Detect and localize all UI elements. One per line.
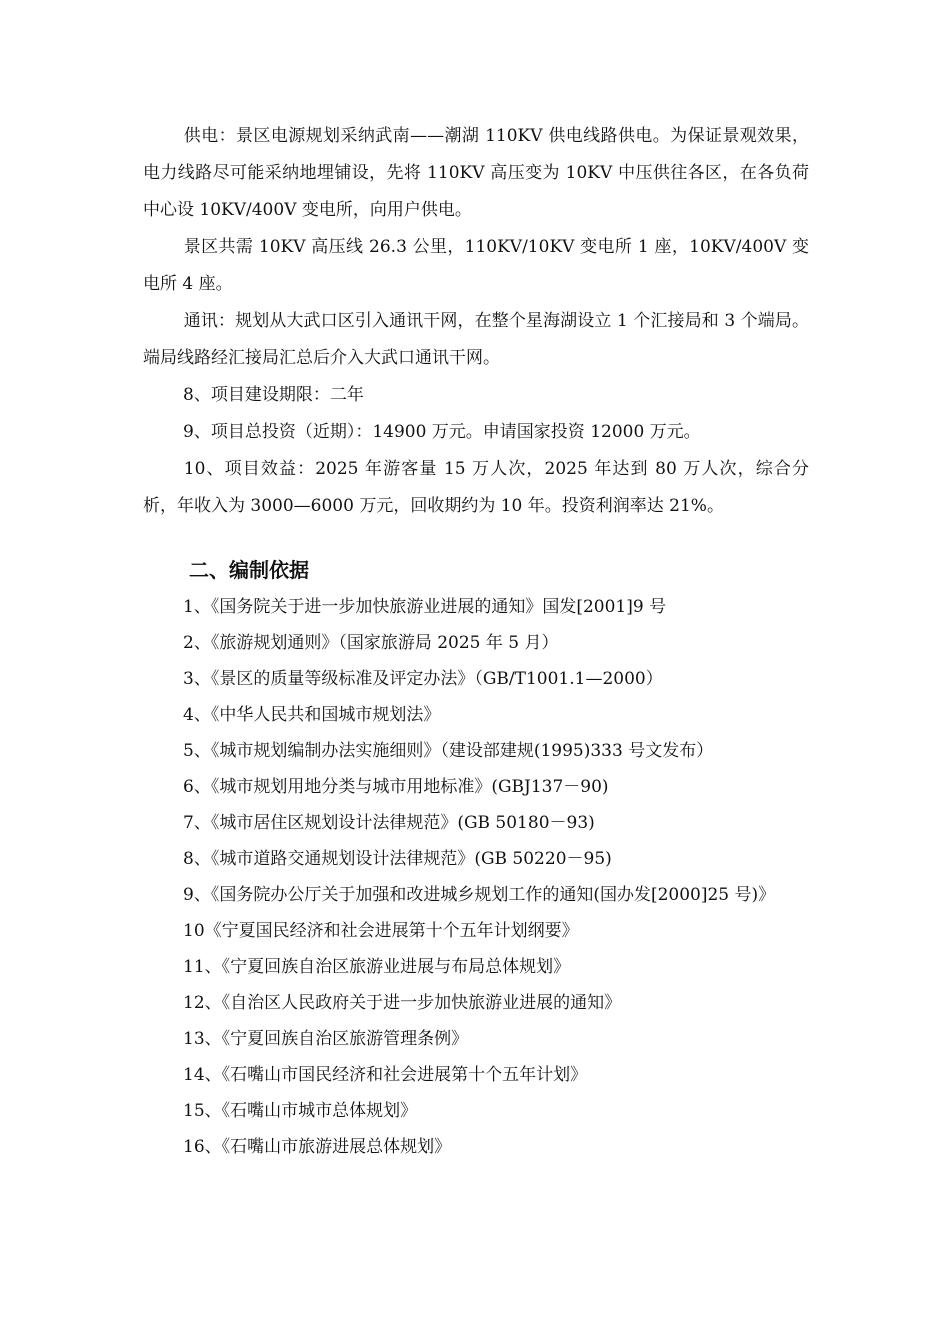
list-item: 5、《城市规划编制办法实施细则》（建设部建规(1995)333 号文发布） (183, 741, 714, 761)
power-supply-paragraph: 供电：景区电源规划采纳武南——潮湖 110KV 供电线路供电。为保证景观效果，电力线路尽可能采纳地埋铺设，先将 110KV 高压变为 10KV 中压供往各区，在各负荷中心设 10KV/400V 变电所，向用户供电。 (143, 126, 809, 220)
total-investment: 9、项目总投资（近期）：14900 万元。申请国家投资 12000 万元。 (183, 422, 701, 442)
telecom-paragraph: 通讯：规划从大武口区引入通讯干网，在整个星海湖设立 1 个汇接局和 3 个端局。端局线路经汇接局汇总后介入大武口通讯干网。 (143, 311, 809, 368)
list-item: 4、《中华人民共和国城市规划法》 (183, 705, 441, 725)
document-page (143, 118, 809, 1165)
list-item: 15、《石嘴山市城市总体规划》 (183, 1101, 418, 1121)
reference-list (143, 589, 809, 1165)
power-lines-paragraph: 景区共需 10KV 高压线 26.3 公里，110KV/10KV 变电所 1 座，10KV/400V 变电所 4 座。 (143, 237, 809, 294)
list-item: 11、《宁夏回族自治区旅游业进展与布局总体规划》 (183, 957, 571, 977)
list-item: 14、《石嘴山市国民经济和社会进展第十个五年计划》 (183, 1065, 588, 1085)
section-heading: 二、编制依据 (189, 558, 309, 582)
project-benefit: 10、项目效益：2025 年游客量 15 万人次，2025 年达到 80 万人次，综合分析，年收入为 3000—6000 万元，回收期约为 10 年。投资利润率达 21%。 (143, 459, 809, 516)
list-item: 13、《宁夏回族自治区旅游管理条例》 (183, 1029, 469, 1049)
list-item: 1、《国务院关于进一步加快旅游业进展的通知》国发[2001]9 号 (183, 597, 667, 617)
list-item: 12、《自治区人民政府关于进一步加快旅游业进展的通知》 (183, 993, 622, 1013)
list-item: 16、《石嘴山市旅游进展总体规划》 (183, 1137, 452, 1157)
list-item: 7、《城市居住区规划设计法律规范》(GB 50180－93) (183, 813, 595, 833)
construction-period: 8、项目建设期限：二年 (183, 385, 364, 405)
list-item: 10《宁夏国民经济和社会进展第十个五年计划纲要》 (183, 921, 579, 941)
list-item: 8、《城市道路交通规划设计法律规范》(GB 50220－95) (183, 849, 612, 869)
list-item: 6、《城市规划用地分类与城市用地标准》(GBJ137－90) (183, 777, 609, 797)
list-item: 3、《景区的质量等级标准及评定办法》（GB/T1001.1—2000） (183, 669, 663, 689)
list-item: 9、《国务院办公厅关于加强和改进城乡规划工作的通知(国办发[2000]25 号)》 (183, 885, 776, 905)
list-item: 2、《旅游规划通则》（国家旅游局 2025 年 5 月） (183, 633, 559, 653)
